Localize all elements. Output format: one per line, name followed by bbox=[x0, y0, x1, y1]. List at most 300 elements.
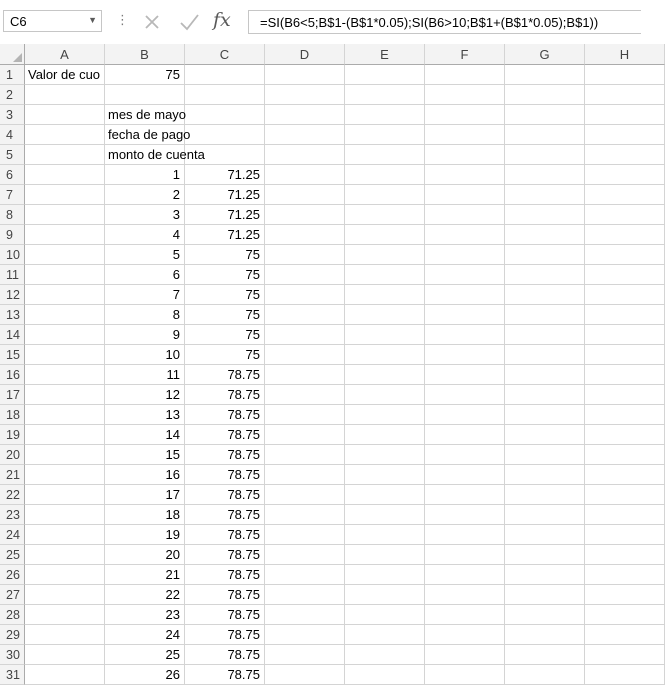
cell-g8[interactable] bbox=[505, 205, 585, 225]
row-header[interactable]: 19 bbox=[0, 425, 25, 445]
cell-d22[interactable] bbox=[265, 485, 345, 505]
cell-e7[interactable] bbox=[345, 185, 425, 205]
row-header[interactable]: 17 bbox=[0, 385, 25, 405]
cell-e9[interactable] bbox=[345, 225, 425, 245]
cell-d2[interactable] bbox=[265, 85, 345, 105]
cell-b30[interactable]: 25 bbox=[105, 645, 185, 665]
cell-f26[interactable] bbox=[425, 565, 505, 585]
cell-b25[interactable]: 20 bbox=[105, 545, 185, 565]
cell-c3[interactable] bbox=[185, 105, 265, 125]
cell-e14[interactable] bbox=[345, 325, 425, 345]
cell-e17[interactable] bbox=[345, 385, 425, 405]
cell-f14[interactable] bbox=[425, 325, 505, 345]
cell-g9[interactable] bbox=[505, 225, 585, 245]
cell-a6[interactable] bbox=[25, 165, 105, 185]
row-header[interactable]: 30 bbox=[0, 645, 25, 665]
cell-g26[interactable] bbox=[505, 565, 585, 585]
cell-a5[interactable] bbox=[25, 145, 105, 165]
cell-g2[interactable] bbox=[505, 85, 585, 105]
cell-a7[interactable] bbox=[25, 185, 105, 205]
cell-b26[interactable]: 21 bbox=[105, 565, 185, 585]
cell-f27[interactable] bbox=[425, 585, 505, 605]
cell-g19[interactable] bbox=[505, 425, 585, 445]
column-header-d[interactable]: D bbox=[265, 44, 345, 65]
cell-a16[interactable] bbox=[25, 365, 105, 385]
cell-f29[interactable] bbox=[425, 625, 505, 645]
cell-h4[interactable] bbox=[585, 125, 665, 145]
cell-e5[interactable] bbox=[345, 145, 425, 165]
cell-d28[interactable] bbox=[265, 605, 345, 625]
cell-h13[interactable] bbox=[585, 305, 665, 325]
cell-c23[interactable]: 78.75 bbox=[185, 505, 265, 525]
cell-b10[interactable]: 5 bbox=[105, 245, 185, 265]
cell-d9[interactable] bbox=[265, 225, 345, 245]
cell-c10[interactable]: 75 bbox=[185, 245, 265, 265]
cell-f3[interactable] bbox=[425, 105, 505, 125]
cell-h2[interactable] bbox=[585, 85, 665, 105]
cell-c15[interactable]: 75 bbox=[185, 345, 265, 365]
cell-f20[interactable] bbox=[425, 445, 505, 465]
row-header[interactable]: 24 bbox=[0, 525, 25, 545]
cell-g10[interactable] bbox=[505, 245, 585, 265]
row-header[interactable]: 3 bbox=[0, 105, 25, 125]
cell-h9[interactable] bbox=[585, 225, 665, 245]
cell-b6[interactable]: 1 bbox=[105, 165, 185, 185]
cell-d23[interactable] bbox=[265, 505, 345, 525]
cell-h21[interactable] bbox=[585, 465, 665, 485]
cell-c30[interactable]: 78.75 bbox=[185, 645, 265, 665]
cell-b9[interactable]: 4 bbox=[105, 225, 185, 245]
row-header[interactable]: 6 bbox=[0, 165, 25, 185]
cell-h20[interactable] bbox=[585, 445, 665, 465]
cell-a8[interactable] bbox=[25, 205, 105, 225]
cell-a1[interactable]: Valor de cuo bbox=[25, 65, 105, 85]
cell-c11[interactable]: 75 bbox=[185, 265, 265, 285]
cell-e30[interactable] bbox=[345, 645, 425, 665]
row-header[interactable]: 5 bbox=[0, 145, 25, 165]
cell-g11[interactable] bbox=[505, 265, 585, 285]
cell-h12[interactable] bbox=[585, 285, 665, 305]
formula-bar bbox=[0, 0, 641, 44]
cell-d7[interactable] bbox=[265, 185, 345, 205]
insert-function-icon[interactable]: fx bbox=[213, 9, 231, 31]
row-header[interactable]: 18 bbox=[0, 405, 25, 425]
cell-a12[interactable] bbox=[25, 285, 105, 305]
cell-h6[interactable] bbox=[585, 165, 665, 185]
cell-b5[interactable]: monto de cuenta bbox=[105, 145, 185, 165]
cell-d26[interactable] bbox=[265, 565, 345, 585]
cell-e27[interactable] bbox=[345, 585, 425, 605]
row-header[interactable]: 2 bbox=[0, 85, 25, 105]
cell-f11[interactable] bbox=[425, 265, 505, 285]
cell-a23[interactable] bbox=[25, 505, 105, 525]
cell-b8[interactable]: 3 bbox=[105, 205, 185, 225]
cell-h28[interactable] bbox=[585, 605, 665, 625]
cell-h22[interactable] bbox=[585, 485, 665, 505]
cell-f22[interactable] bbox=[425, 485, 505, 505]
cell-f31[interactable] bbox=[425, 665, 505, 685]
cell-b31[interactable]: 26 bbox=[105, 665, 185, 685]
formula-input[interactable] bbox=[248, 10, 641, 34]
cell-e13[interactable] bbox=[345, 305, 425, 325]
cell-d25[interactable] bbox=[265, 545, 345, 565]
row-header[interactable]: 14 bbox=[0, 325, 25, 345]
row-header[interactable]: 1 bbox=[0, 65, 25, 85]
column-header-f[interactable]: F bbox=[425, 44, 505, 65]
row-header[interactable]: 28 bbox=[0, 605, 25, 625]
column-header-g[interactable]: G bbox=[505, 44, 585, 65]
cell-c2[interactable] bbox=[185, 85, 265, 105]
cell-a21[interactable] bbox=[25, 465, 105, 485]
cell-f13[interactable] bbox=[425, 305, 505, 325]
cell-e31[interactable] bbox=[345, 665, 425, 685]
cell-d30[interactable] bbox=[265, 645, 345, 665]
cell-c20[interactable]: 78.75 bbox=[185, 445, 265, 465]
cell-d8[interactable] bbox=[265, 205, 345, 225]
cell-f24[interactable] bbox=[425, 525, 505, 545]
cell-h8[interactable] bbox=[585, 205, 665, 225]
cell-f23[interactable] bbox=[425, 505, 505, 525]
column-header-c[interactable]: C bbox=[185, 44, 265, 65]
cell-e3[interactable] bbox=[345, 105, 425, 125]
cell-d19[interactable] bbox=[265, 425, 345, 445]
row-header[interactable]: 12 bbox=[0, 285, 25, 305]
cell-e25[interactable] bbox=[345, 545, 425, 565]
cell-a22[interactable] bbox=[25, 485, 105, 505]
cell-h7[interactable] bbox=[585, 185, 665, 205]
cell-h18[interactable] bbox=[585, 405, 665, 425]
cell-a31[interactable] bbox=[25, 665, 105, 685]
cell-a24[interactable] bbox=[25, 525, 105, 545]
cell-f6[interactable] bbox=[425, 165, 505, 185]
cell-e21[interactable] bbox=[345, 465, 425, 485]
cell-d16[interactable] bbox=[265, 365, 345, 385]
cell-g5[interactable] bbox=[505, 145, 585, 165]
row-header[interactable]: 7 bbox=[0, 185, 25, 205]
cell-a30[interactable] bbox=[25, 645, 105, 665]
cell-a3[interactable] bbox=[25, 105, 105, 125]
cell-b2[interactable] bbox=[105, 85, 185, 105]
row-header[interactable]: 22 bbox=[0, 485, 25, 505]
cell-c29[interactable]: 78.75 bbox=[185, 625, 265, 645]
cell-d17[interactable] bbox=[265, 385, 345, 405]
row-header[interactable]: 26 bbox=[0, 565, 25, 585]
cell-g27[interactable] bbox=[505, 585, 585, 605]
cell-c4[interactable] bbox=[185, 125, 265, 145]
cell-b24[interactable]: 19 bbox=[105, 525, 185, 545]
cell-g12[interactable] bbox=[505, 285, 585, 305]
cell-h16[interactable] bbox=[585, 365, 665, 385]
formula-buttons bbox=[135, 10, 245, 34]
cell-d6[interactable] bbox=[265, 165, 345, 185]
cell-c12[interactable]: 75 bbox=[185, 285, 265, 305]
cell-d3[interactable] bbox=[265, 105, 345, 125]
cell-h26[interactable] bbox=[585, 565, 665, 585]
cell-f18[interactable] bbox=[425, 405, 505, 425]
cell-f16[interactable] bbox=[425, 365, 505, 385]
cell-f21[interactable] bbox=[425, 465, 505, 485]
column-header-a[interactable]: A bbox=[25, 44, 105, 65]
cell-a14[interactable] bbox=[25, 325, 105, 345]
cell-d5[interactable] bbox=[265, 145, 345, 165]
cell-b3[interactable]: mes de mayo bbox=[105, 105, 185, 125]
cell-a9[interactable] bbox=[25, 225, 105, 245]
cell-c5[interactable] bbox=[185, 145, 265, 165]
cell-d24[interactable] bbox=[265, 525, 345, 545]
cell-c17[interactable]: 78.75 bbox=[185, 385, 265, 405]
cell-e11[interactable] bbox=[345, 265, 425, 285]
row-header[interactable]: 29 bbox=[0, 625, 25, 645]
cell-d10[interactable] bbox=[265, 245, 345, 265]
cell-f19[interactable] bbox=[425, 425, 505, 445]
chevron-down-icon[interactable]: ▼ bbox=[88, 15, 97, 25]
cell-c13[interactable]: 75 bbox=[185, 305, 265, 325]
cell-b4[interactable]: fecha de pago bbox=[105, 125, 185, 145]
cell-b1[interactable]: 75 bbox=[105, 65, 185, 85]
row-header[interactable]: 8 bbox=[0, 205, 25, 225]
cell-b15[interactable]: 10 bbox=[105, 345, 185, 365]
cell-g7[interactable] bbox=[505, 185, 585, 205]
cell-e10[interactable] bbox=[345, 245, 425, 265]
cell-c21[interactable]: 78.75 bbox=[185, 465, 265, 485]
row-header[interactable]: 25 bbox=[0, 545, 25, 565]
cell-f8[interactable] bbox=[425, 205, 505, 225]
cell-a13[interactable] bbox=[25, 305, 105, 325]
cell-g14[interactable] bbox=[505, 325, 585, 345]
cell-g30[interactable] bbox=[505, 645, 585, 665]
cell-e23[interactable] bbox=[345, 505, 425, 525]
cell-b21[interactable]: 16 bbox=[105, 465, 185, 485]
cell-b27[interactable]: 22 bbox=[105, 585, 185, 605]
row-header[interactable]: 4 bbox=[0, 125, 25, 145]
column-header-h[interactable]: H bbox=[585, 44, 665, 65]
cell-e24[interactable] bbox=[345, 525, 425, 545]
cell-b16[interactable]: 11 bbox=[105, 365, 185, 385]
cell-d14[interactable] bbox=[265, 325, 345, 345]
cell-b13[interactable]: 8 bbox=[105, 305, 185, 325]
row-header[interactable]: 31 bbox=[0, 665, 25, 685]
cell-h23[interactable] bbox=[585, 505, 665, 525]
cell-a26[interactable] bbox=[25, 565, 105, 585]
cell-b17[interactable]: 12 bbox=[105, 385, 185, 405]
row-header[interactable]: 11 bbox=[0, 265, 25, 285]
cell-b7[interactable]: 2 bbox=[105, 185, 185, 205]
cell-e20[interactable] bbox=[345, 445, 425, 465]
cell-d12[interactable] bbox=[265, 285, 345, 305]
cell-f15[interactable] bbox=[425, 345, 505, 365]
cell-b29[interactable]: 24 bbox=[105, 625, 185, 645]
cell-g13[interactable] bbox=[505, 305, 585, 325]
cell-e29[interactable] bbox=[345, 625, 425, 645]
cell-a15[interactable] bbox=[25, 345, 105, 365]
cell-e1[interactable] bbox=[345, 65, 425, 85]
row-header[interactable]: 9 bbox=[0, 225, 25, 245]
column-header-e[interactable]: E bbox=[345, 44, 425, 65]
cell-e22[interactable] bbox=[345, 485, 425, 505]
row-header[interactable]: 21 bbox=[0, 465, 25, 485]
cell-a20[interactable] bbox=[25, 445, 105, 465]
cell-b11[interactable]: 6 bbox=[105, 265, 185, 285]
cell-e19[interactable] bbox=[345, 425, 425, 445]
cell-d20[interactable] bbox=[265, 445, 345, 465]
cell-c25[interactable]: 78.75 bbox=[185, 545, 265, 565]
row-header[interactable]: 10 bbox=[0, 245, 25, 265]
cell-c1[interactable] bbox=[185, 65, 265, 85]
cell-g15[interactable] bbox=[505, 345, 585, 365]
row-header[interactable]: 15 bbox=[0, 345, 25, 365]
cell-b28[interactable]: 23 bbox=[105, 605, 185, 625]
cell-e15[interactable] bbox=[345, 345, 425, 365]
cancel-icon[interactable] bbox=[140, 10, 164, 34]
row-header[interactable]: 20 bbox=[0, 445, 25, 465]
cell-e18[interactable] bbox=[345, 405, 425, 425]
row-header[interactable]: 27 bbox=[0, 585, 25, 605]
cell-e16[interactable] bbox=[345, 365, 425, 385]
cell-g21[interactable] bbox=[505, 465, 585, 485]
cell-h15[interactable] bbox=[585, 345, 665, 365]
cell-a29[interactable] bbox=[25, 625, 105, 645]
cell-h3[interactable] bbox=[585, 105, 665, 125]
cell-d13[interactable] bbox=[265, 305, 345, 325]
cell-c7[interactable]: 71.25 bbox=[185, 185, 265, 205]
cell-b23[interactable]: 18 bbox=[105, 505, 185, 525]
cell-c28[interactable]: 78.75 bbox=[185, 605, 265, 625]
cell-d29[interactable] bbox=[265, 625, 345, 645]
cell-h31[interactable] bbox=[585, 665, 665, 685]
cell-g1[interactable] bbox=[505, 65, 585, 85]
cell-d1[interactable] bbox=[265, 65, 345, 85]
spreadsheet-grid[interactable] bbox=[0, 44, 641, 682]
cell-c8[interactable]: 71.25 bbox=[185, 205, 265, 225]
row-header[interactable]: 13 bbox=[0, 305, 25, 325]
cell-e26[interactable] bbox=[345, 565, 425, 585]
cell-c6[interactable]: 71.25 bbox=[185, 165, 265, 185]
cell-d31[interactable] bbox=[265, 665, 345, 685]
cell-g18[interactable] bbox=[505, 405, 585, 425]
cell-h29[interactable] bbox=[585, 625, 665, 645]
cell-g3[interactable] bbox=[505, 105, 585, 125]
cell-c16[interactable]: 78.75 bbox=[185, 365, 265, 385]
cell-g17[interactable] bbox=[505, 385, 585, 405]
cell-h27[interactable] bbox=[585, 585, 665, 605]
cell-b19[interactable]: 14 bbox=[105, 425, 185, 445]
cell-e12[interactable] bbox=[345, 285, 425, 305]
cell-h25[interactable] bbox=[585, 545, 665, 565]
cell-h10[interactable] bbox=[585, 245, 665, 265]
cell-h5[interactable] bbox=[585, 145, 665, 165]
cell-e6[interactable] bbox=[345, 165, 425, 185]
cell-g23[interactable] bbox=[505, 505, 585, 525]
cell-c24[interactable]: 78.75 bbox=[185, 525, 265, 545]
cell-f4[interactable] bbox=[425, 125, 505, 145]
cell-b12[interactable]: 7 bbox=[105, 285, 185, 305]
row-header[interactable]: 16 bbox=[0, 365, 25, 385]
cell-a11[interactable] bbox=[25, 265, 105, 285]
cell-e28[interactable] bbox=[345, 605, 425, 625]
cell-c31[interactable]: 78.75 bbox=[185, 665, 265, 685]
more-options-icon[interactable]: ⋮ bbox=[116, 12, 128, 27]
row-header[interactable]: 23 bbox=[0, 505, 25, 525]
cell-a27[interactable] bbox=[25, 585, 105, 605]
cell-h19[interactable] bbox=[585, 425, 665, 445]
cell-h17[interactable] bbox=[585, 385, 665, 405]
cell-h11[interactable] bbox=[585, 265, 665, 285]
cell-b20[interactable]: 15 bbox=[105, 445, 185, 465]
cell-g29[interactable] bbox=[505, 625, 585, 645]
cell-f2[interactable] bbox=[425, 85, 505, 105]
cell-e4[interactable] bbox=[345, 125, 425, 145]
cell-b18[interactable]: 13 bbox=[105, 405, 185, 425]
cell-f9[interactable] bbox=[425, 225, 505, 245]
cell-f25[interactable] bbox=[425, 545, 505, 565]
cell-f7[interactable] bbox=[425, 185, 505, 205]
cell-a4[interactable] bbox=[25, 125, 105, 145]
cell-a28[interactable] bbox=[25, 605, 105, 625]
cell-f10[interactable] bbox=[425, 245, 505, 265]
cell-h24[interactable] bbox=[585, 525, 665, 545]
cell-h30[interactable] bbox=[585, 645, 665, 665]
cell-f17[interactable] bbox=[425, 385, 505, 405]
cell-a25[interactable] bbox=[25, 545, 105, 565]
cell-g16[interactable] bbox=[505, 365, 585, 385]
select-all-triangle-icon bbox=[13, 53, 22, 62]
cell-d18[interactable] bbox=[265, 405, 345, 425]
cell-g31[interactable] bbox=[505, 665, 585, 685]
cell-b14[interactable]: 9 bbox=[105, 325, 185, 345]
cell-g25[interactable] bbox=[505, 545, 585, 565]
cell-h14[interactable] bbox=[585, 325, 665, 345]
cell-a19[interactable] bbox=[25, 425, 105, 445]
cell-c26[interactable]: 78.75 bbox=[185, 565, 265, 585]
cell-d27[interactable] bbox=[265, 585, 345, 605]
cell-f12[interactable] bbox=[425, 285, 505, 305]
cell-g4[interactable] bbox=[505, 125, 585, 145]
cell-f28[interactable] bbox=[425, 605, 505, 625]
cell-g20[interactable] bbox=[505, 445, 585, 465]
cell-c22[interactable]: 78.75 bbox=[185, 485, 265, 505]
column-header-b[interactable]: B bbox=[105, 44, 185, 65]
cell-a17[interactable] bbox=[25, 385, 105, 405]
formula-text: =SI(B6<5;B$1-(B$1*0.05);SI(B6>10;B$1+(B$1*0.05);B$1)) bbox=[260, 15, 599, 30]
cell-g28[interactable] bbox=[505, 605, 585, 625]
cell-c9[interactable]: 71.25 bbox=[185, 225, 265, 245]
name-box[interactable] bbox=[3, 10, 102, 32]
check-icon[interactable] bbox=[177, 10, 201, 34]
cell-f5[interactable] bbox=[425, 145, 505, 165]
cell-d15[interactable] bbox=[265, 345, 345, 365]
cell-c27[interactable]: 78.75 bbox=[185, 585, 265, 605]
cell-g24[interactable] bbox=[505, 525, 585, 545]
cell-g6[interactable] bbox=[505, 165, 585, 185]
cell-b22[interactable]: 17 bbox=[105, 485, 185, 505]
cell-a2[interactable] bbox=[25, 85, 105, 105]
cell-h1[interactable] bbox=[585, 65, 665, 85]
cell-d21[interactable] bbox=[265, 465, 345, 485]
cell-e2[interactable] bbox=[345, 85, 425, 105]
cell-c14[interactable]: 75 bbox=[185, 325, 265, 345]
cell-f30[interactable] bbox=[425, 645, 505, 665]
cell-c19[interactable]: 78.75 bbox=[185, 425, 265, 445]
cell-e8[interactable] bbox=[345, 205, 425, 225]
cell-g22[interactable] bbox=[505, 485, 585, 505]
cell-f1[interactable] bbox=[425, 65, 505, 85]
select-all-button[interactable] bbox=[0, 44, 25, 65]
cell-c18[interactable]: 78.75 bbox=[185, 405, 265, 425]
cell-a10[interactable] bbox=[25, 245, 105, 265]
cell-d4[interactable] bbox=[265, 125, 345, 145]
cell-a18[interactable] bbox=[25, 405, 105, 425]
cell-d11[interactable] bbox=[265, 265, 345, 285]
